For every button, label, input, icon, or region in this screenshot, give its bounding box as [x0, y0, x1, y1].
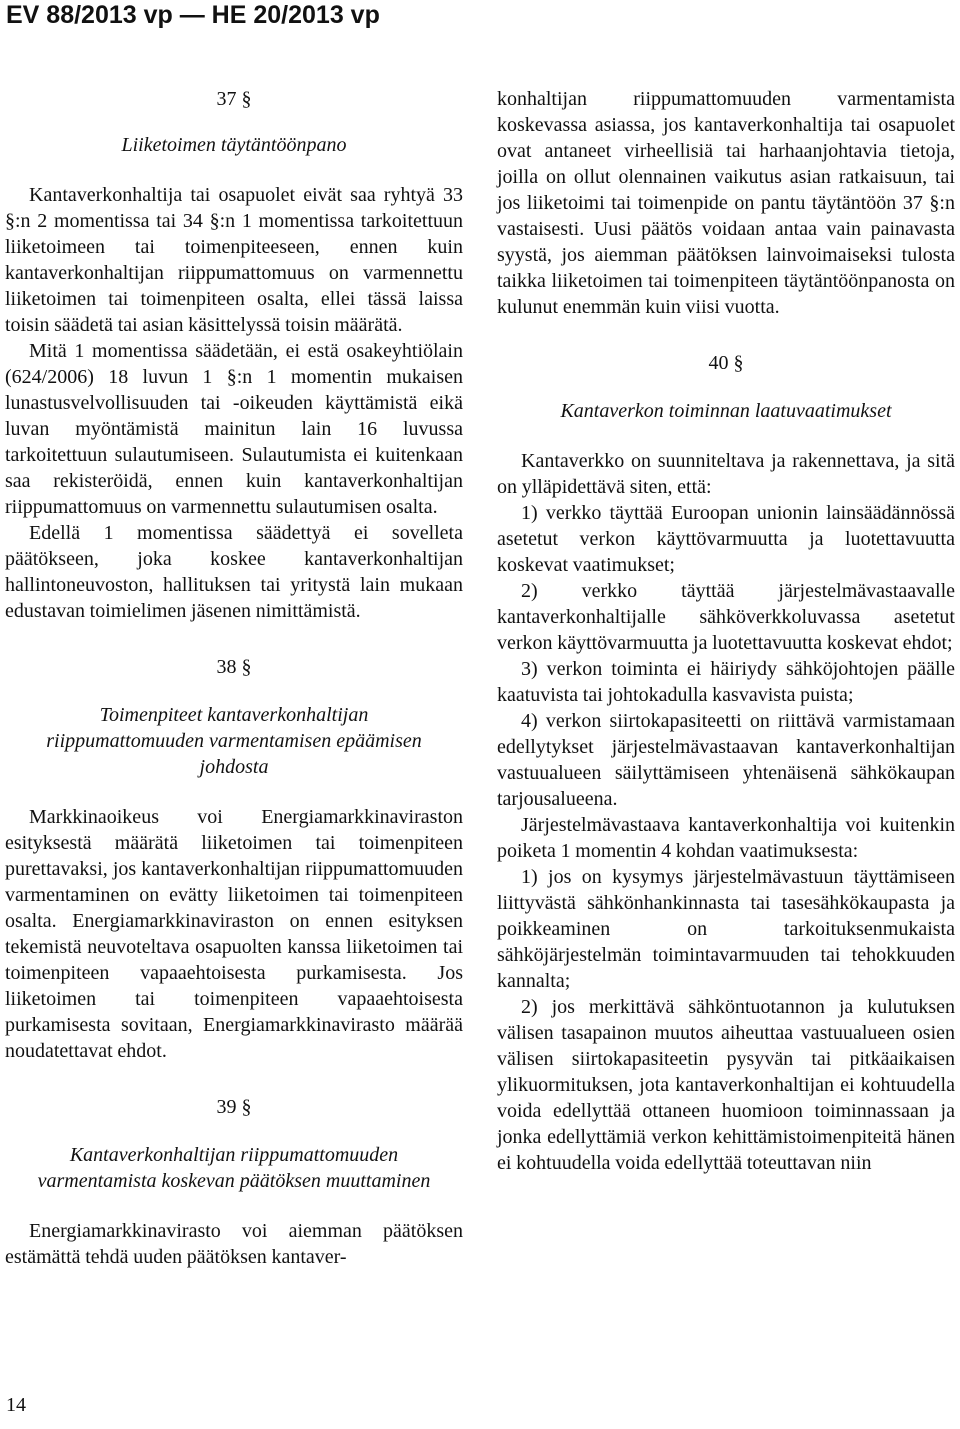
- right-column: [497, 86, 955, 1176]
- section-37-paragraph-2: Mitä 1 momentissa säädetään, ei estä osakeyhtiölain (624/2006) 18 luvun 1 §:n 1 momentin mukaisen lunastusvelvollisuuden tai -oikeuden käyttämistä eikä luvan myöntämistä mainitun lain 16 luvussa tarkoitettuun sulautumiseen. Sulautumista ei kuitenkaan saa rekisteröidä, ennen kuin kantaverkonhaltijan riippumattomuus on varmennettu sulautumisen osalta.: [5, 340, 463, 518]
- section-40-number: 40 §: [708, 352, 744, 374]
- section-37-number: 37 §: [216, 88, 252, 110]
- section-40-paragraph-1: Kantaverkko on suunniteltava ja rakennettava, ja sitä on ylläpidettävä siten, että:: [497, 450, 955, 498]
- section-38-title: Toimenpiteet kantaverkonhaltijan riippumattomuuden varmentamisen epäämisen johdosta: [46, 704, 422, 778]
- section-40-item-3: 3) verkon toiminta ei häiriydy sähköjohtojen päälle kaatuvista tai johtokadulla kasvavista puista;: [497, 658, 955, 706]
- section-40-subitem-2: 2) jos merkittävä sähköntuotannon ja kulutuksen välisen tasapainon muutos aiheuttaa vastuualueen osien välisen siirtokapasiteetin pysyvän tai pitkäaikaisen ylikuormituksen, jota kantaverkonhaltijan ei kohtuudella voida edellyttää ottaneen huomioon toiminnassaan ja jonka edellyttämiä verkon kehittämistoimenpiteitä hänen ei kohtuudella voida edellyttää toteuttavan niin: [497, 996, 955, 1174]
- section-39-title: Kantaverkonhaltijan riippumattomuuden varmentamista koskevan päätöksen muuttaminen: [37, 1144, 431, 1192]
- section-39-number: 39 §: [216, 1096, 252, 1118]
- section-40-subitem-1: 1) jos on kysymys järjestelmävastuun täyttämiseen liittyvästä sähkönhankinnasta tai tasesähkökaupasta ja poikkeaminen on tarkoituksenmukaista sähköjärjestelmän toimintavarmuuden tai tehokkuuden kannalta;: [497, 866, 955, 992]
- page-number: 14: [6, 1394, 26, 1416]
- section-40-title: Kantaverkon toiminnan laatuvaatimukset: [560, 400, 892, 422]
- section-40-item-1: 1) verkko täyttää Euroopan unionin lainsäädännössä asetetut verkon käyttövarmuutta ja luotettavuutta koskevat vaatimukset;: [497, 502, 955, 576]
- left-column: [5, 86, 463, 1270]
- section-40-item-2: 2) verkko täyttää järjestelmävastaavalle kantaverkonhaltijalle sähköverkkoluvassa asetetut verkon käyttövarmuutta ja luotettavuutta koskevat ehdot;: [497, 580, 955, 654]
- section-37-paragraph-1: Kantaverkonhaltija tai osapuolet eivät saa ryhtyä 33 §:n 2 momentissa tai 34 §:n 1 momentissa tarkoitettuun liiketoimeen tai toimenpiteeseen, ennen kuin kantaverkonhaltijan riippumattomuus on varmennettu liiketoimen tai toimenpiteen osalta, ellei tässä laissa toisin säädetä tai asian käsittelyssä toisin määrätä.: [5, 184, 463, 336]
- section-38-paragraph-1: Markkinaoikeus voi Energiamarkkinaviraston esityksestä määrätä liiketoimen tai toimenpiteen purettavaksi, jos kantaverkonhaltijan riippumattomuuden varmentaminen on evätty liiketoimen tai toimenpiteen osalta. Energiamarkkinaviraston on ennen esityksen tekemistä neuvoteltava osapuolten kanssa liiketoimen tai toimenpiteen vapaaehtoisesta purkamisesta. Jos liiketoimen tai toimenpiteen vapaaehtoisesta purkamisesta sovitaan, Energiamarkkinavirasto määrää noudatettavat ehdot.: [5, 806, 463, 1062]
- section-37-paragraph-3: Edellä 1 momentissa säädettyä ei sovelleta päätökseen, joka koskee kantaverkonhaltijan hallintoneuvoston, hallituksen tai yritystä lain mukaan edustavan toimielimen jäsenen nimittämistä.: [5, 522, 463, 622]
- running-header: EV 88/2013 vp — HE 20/2013 vp: [6, 1, 380, 29]
- section-38-number: 38 §: [216, 656, 252, 678]
- section-39-paragraph-continued: konhaltijan riippumattomuuden varmentamista koskevassa asiassa, jos kantaverkonhaltija tai osapuolet ovat antaneet virheellisiä tai harhaanjohtavia tietoja, joilla on ollut olennainen vaikutus asian ratkaisuun, tai jos liiketoimi tai toimenpide on pantu täytäntöön 37 §:n vastaisesti. Uusi päätös voidaan antaa vain painavasta syystä, jos aiemman päätöksen lainvoimaiseksi tulosta taikka liiketoimen tai toimenpiteen täytäntöönpanosta on kulunut enemmän kuin viisi vuotta.: [497, 88, 955, 318]
- section-40-item-4: 4) verkon siirtokapasiteetti on riittävä varmistamaan edellytykset järjestelmävastaavan kantaverkonhaltijan vastuualueen säilyttämiseen yhtenäisenä sähkökaupan tarjousalueena.: [497, 710, 955, 810]
- section-39-paragraph-1: Energiamarkkinavirasto voi aiemman päätöksen estämättä tehdä uuden päätöksen kantaver-: [5, 1220, 463, 1268]
- section-40-paragraph-2: Järjestelmävastaava kantaverkonhaltija voi kuitenkin poiketa 1 momentin 4 kohdan vaatimuksesta:: [497, 814, 955, 862]
- section-37-title: Liiketoimen täytäntöönpano: [121, 134, 347, 156]
